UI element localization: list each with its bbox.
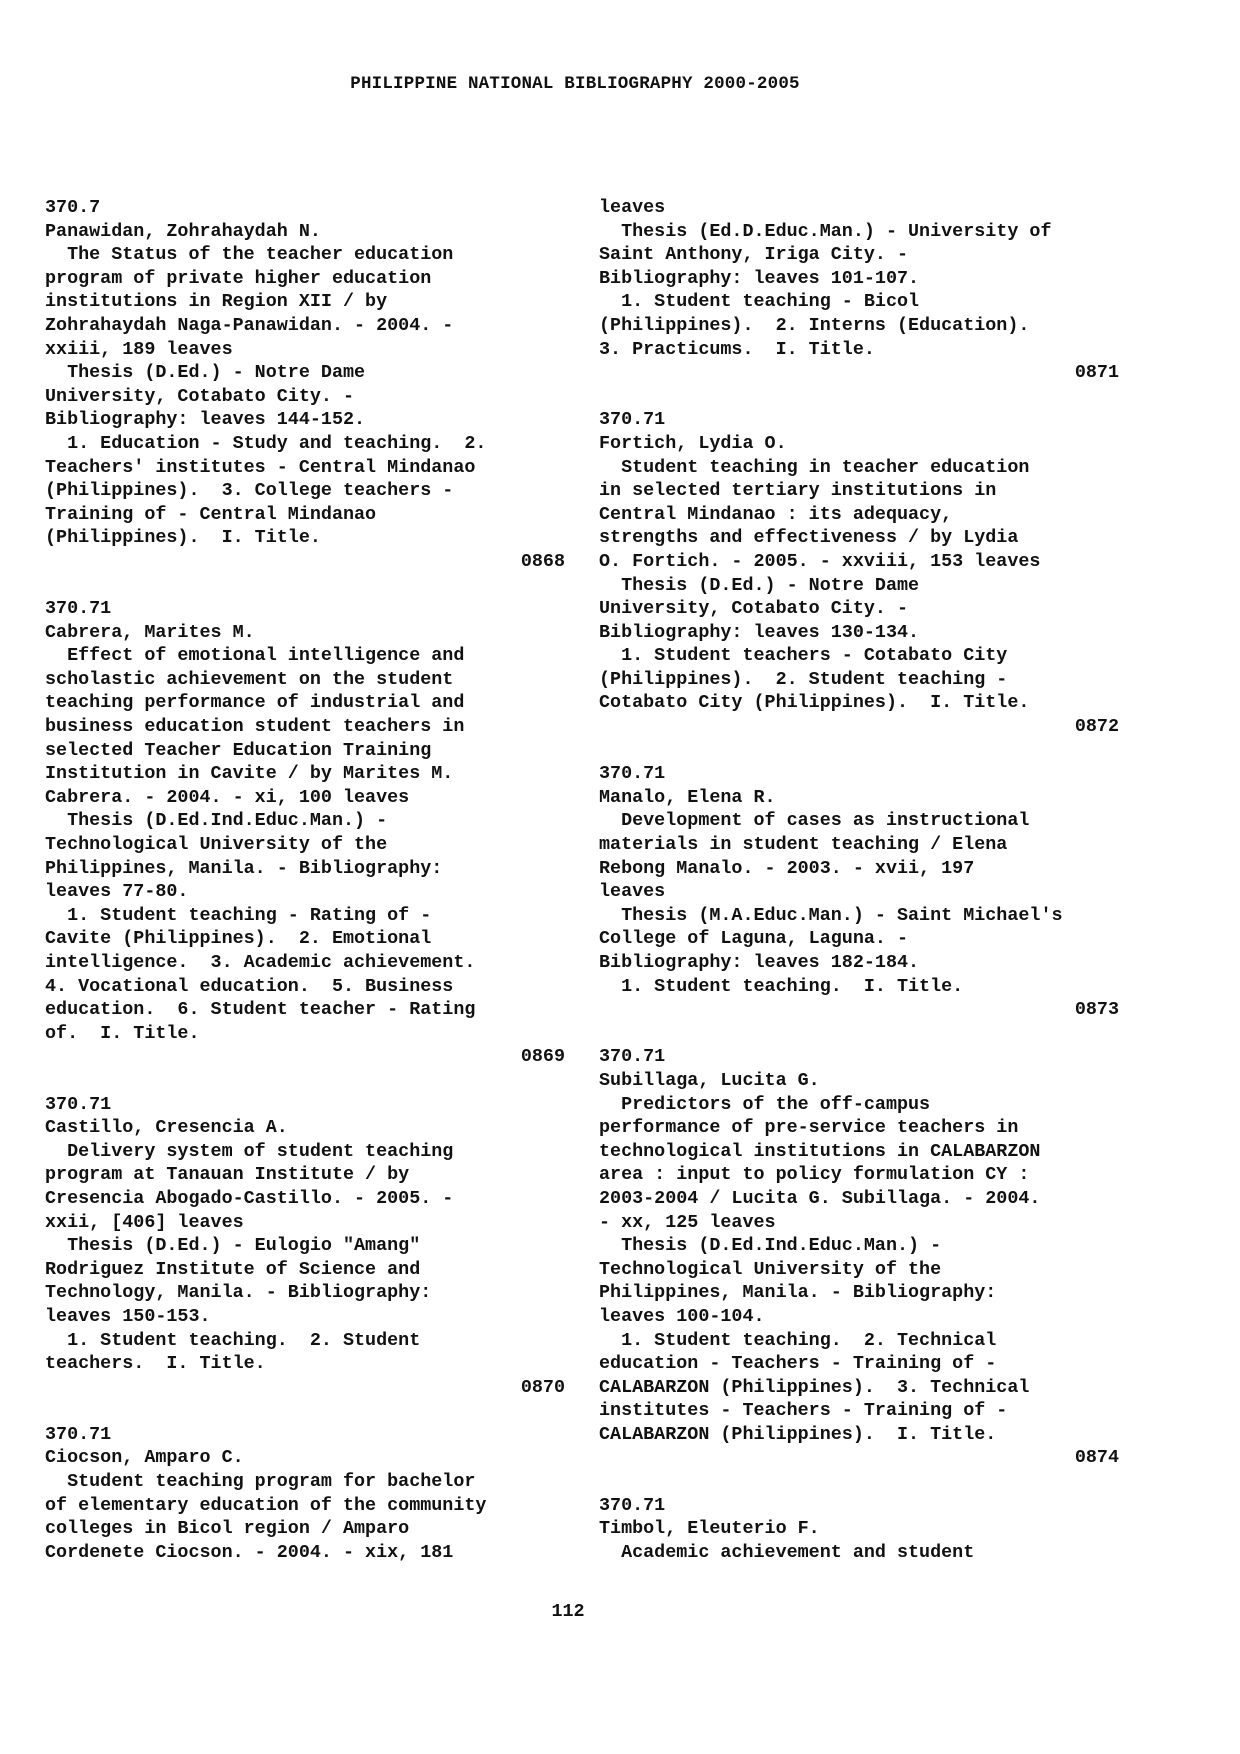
entry-line: intelligence. 3. Academic achievement.: [45, 952, 476, 973]
entry-line: 1. Student teachers - Cotabato City: [599, 645, 1008, 667]
entry-line: O. Fortich. - 2005. - xxviii, 153 leaves: [599, 550, 1041, 572]
entry-line: (Philippines). 2. Interns (Education).: [599, 314, 1030, 336]
entry-line: materials in student teaching / Elena: [599, 834, 1008, 856]
entry-line: University, Cotabato City. -: [599, 598, 909, 620]
entry-line: Saint Anthony, Iriga City. -: [599, 244, 909, 266]
entry-line: selected Teacher Education Training: [45, 739, 432, 761]
entry-line: education - Teachers - Training of -: [599, 1353, 997, 1375]
entry-author: Subillaga, Lucita G.: [599, 1069, 820, 1091]
entry-line: Zohrahaydah Naga-Panawidan. - 2004. -: [45, 314, 454, 336]
entry-line: Training of - Central Mindanao: [45, 503, 377, 525]
entry-number: 0874: [1074, 1447, 1119, 1469]
entry-line: leaves 100-104.: [599, 1305, 765, 1327]
entry-line: business education student teachers in: [45, 716, 465, 738]
entry-class-number: 370.71: [45, 1093, 112, 1115]
entry-line: Effect of emotional intelligence and: [45, 645, 465, 667]
entry-line: leaves 150-153.: [45, 1305, 211, 1327]
entry-number: 0868: [520, 550, 565, 572]
entry-spacer: [45, 1399, 565, 1423]
entry-line: CALABARZON (Philippines). 3. Technical: [599, 1376, 1030, 1398]
entry-author: Ciocson, Amparo C.: [45, 1447, 244, 1469]
left-column: [45, 196, 565, 1564]
entry-number: 0870: [520, 1376, 565, 1398]
entry-class-number: 370.71: [599, 1494, 666, 1516]
entry-class-number: 370.71: [599, 1046, 666, 1068]
entry-line: Bibliography: leaves 144-152.: [45, 409, 366, 431]
entry-line: Technological University of the: [45, 834, 388, 856]
entry-class-number: 370.7: [45, 197, 101, 218]
entry-line: performance of pre-service teachers in: [599, 1117, 1019, 1139]
entry-author: Cabrera, Marites M.: [45, 621, 255, 643]
entry-author: Castillo, Cresencia A.: [45, 1117, 288, 1139]
entry-line: University, Cotabato City. -: [45, 385, 355, 407]
entry-line: strengths and effectiveness / by Lydia: [599, 527, 1019, 549]
entry-line: Technological University of the: [599, 1258, 942, 1280]
entry-line: 3. Practicums. I. Title.: [599, 338, 875, 360]
entry-line: 1. Student teaching - Bicol: [599, 291, 920, 313]
entry-author: Fortich, Lydia O.: [599, 432, 787, 454]
entry-line: leaves 77-80.: [45, 881, 189, 903]
entry-line: Thesis (D.Ed.Ind.Educ.Man.) -: [599, 1235, 942, 1257]
entry-line: in selected tertiary institutions in: [599, 480, 997, 502]
entry-line: (Philippines). 3. College teachers -: [45, 480, 454, 502]
entry-line: Institution in Cavite / by Marites M.: [45, 763, 454, 785]
entry-line: leaves: [599, 197, 666, 218]
entry-line: Delivery system of student teaching: [45, 1140, 454, 1162]
entry-line: teachers. I. Title.: [45, 1353, 266, 1375]
entry-line: Student teaching program for bachelor: [45, 1471, 476, 1493]
entry-line: colleges in Bicol region / Amparo: [45, 1518, 410, 1540]
entry-class-number: 370.71: [599, 409, 666, 431]
entry-line: Thesis (D.Ed.) - Notre Dame: [45, 362, 366, 384]
entry-line: Cordenete Ciocson. - 2004. - xix, 181: [45, 1541, 454, 1563]
entry-line: of. I. Title.: [45, 1022, 200, 1044]
entry-spacer: [45, 1069, 565, 1093]
entry-number: 0871: [1074, 362, 1119, 384]
entry-number: 0872: [1074, 716, 1119, 738]
entry-line: Predictors of the off-campus: [599, 1093, 931, 1115]
entry-line: technological institutions in CALABARZON: [599, 1140, 1041, 1162]
entry-class-number: 370.71: [599, 763, 666, 785]
entry-author: Panawidan, Zohrahaydah N.: [45, 220, 321, 242]
entry-line: Cabrera. - 2004. - xi, 100 leaves: [45, 786, 410, 808]
entry-line: institutions in Region XII / by: [45, 291, 388, 313]
entry-spacer: [45, 574, 565, 598]
entry-spacer: [599, 1022, 1119, 1046]
entry-author: Timbol, Eleuterio F.: [599, 1518, 820, 1540]
entry-line: 1. Student teaching. I. Title.: [599, 975, 964, 997]
entry-line: Bibliography: leaves 182-184.: [599, 952, 920, 973]
page-number: 112: [551, 1601, 585, 1622]
entry-line: Rebong Manalo. - 2003. - xvii, 197: [599, 857, 975, 879]
entry-class-number: 370.71: [45, 598, 112, 620]
entry-line: xxii, [406] leaves: [45, 1211, 244, 1233]
entry-line: College of Laguna, Laguna. -: [599, 928, 909, 950]
entry-line: 1. Student teaching. 2. Technical: [599, 1329, 997, 1351]
entry-class-number: 370.71: [45, 1423, 112, 1445]
entry-line: of elementary education of the community: [45, 1494, 487, 1516]
entry-line: Cresencia Abogado-Castillo. - 2005. -: [45, 1187, 454, 1209]
entry-line: Thesis (D.Ed.Ind.Educ.Man.) -: [45, 810, 388, 832]
entry-author: Manalo, Elena R.: [599, 786, 776, 808]
entry-line: leaves: [599, 881, 666, 903]
entry-line: (Philippines). 2. Student teaching -: [599, 668, 1008, 690]
entry-line: - xx, 125 leaves: [599, 1211, 776, 1233]
entry-line: Cavite (Philippines). 2. Emotional: [45, 928, 432, 950]
entry-line: program of private higher education: [45, 267, 432, 289]
entry-line: Development of cases as instructional: [599, 810, 1030, 832]
right-column: [599, 196, 1119, 1564]
entry-line: Thesis (D.Ed.) - Notre Dame: [599, 574, 920, 596]
entry-line: Teachers' institutes - Central Mindanao: [45, 456, 476, 478]
entry-line: Student teaching in teacher education: [599, 456, 1030, 478]
running-head: PHILIPPINE NATIONAL BIBLIOGRAPHY 2000-2005: [350, 74, 800, 94]
entry-line: Philippines, Manila. - Bibliography:: [45, 857, 443, 879]
entry-line: Technology, Manila. - Bibliography:: [45, 1282, 432, 1304]
entry-line: (Philippines). I. Title.: [45, 527, 321, 549]
entry-line: Academic achievement and student: [599, 1541, 975, 1563]
entry-line: scholastic achievement on the student: [45, 668, 454, 690]
entry-line: Thesis (M.A.Educ.Man.) - Saint Michael's: [599, 904, 1063, 926]
entry-line: 1. Education - Study and teaching. 2.: [45, 432, 487, 454]
entry-line: Central Mindanao : its adequacy,: [599, 503, 953, 525]
entry-spacer: [599, 1470, 1119, 1494]
entry-line: institutes - Teachers - Training of -: [599, 1400, 1008, 1422]
entry-line: Thesis (Ed.D.Educ.Man.) - University of: [599, 220, 1052, 242]
entry-line: 2003-2004 / Lucita G. Subillaga. - 2004.: [599, 1187, 1041, 1209]
entry-number: 0869: [520, 1046, 565, 1068]
entry-line: xxiii, 189 leaves: [45, 338, 233, 360]
entry-line: program at Tanauan Institute / by: [45, 1164, 410, 1186]
entry-line: Cotabato City (Philippines). I. Title.: [599, 692, 1030, 714]
entry-line: Bibliography: leaves 130-134.: [599, 621, 920, 643]
entry-line: Thesis (D.Ed.) - Eulogio "Amang": [45, 1235, 421, 1257]
entry-line: Bibliography: leaves 101-107.: [599, 267, 920, 289]
entry-line: education. 6. Student teacher - Rating: [45, 999, 476, 1021]
entry-line: 4. Vocational education. 5. Business: [45, 975, 454, 997]
entry-line: 1. Student teaching. 2. Student: [45, 1329, 421, 1351]
entry-line: Philippines, Manila. - Bibliography:: [599, 1282, 997, 1304]
entry-line: 1. Student teaching - Rating of -: [45, 904, 432, 926]
entry-line: Rodriguez Institute of Science and: [45, 1258, 421, 1280]
entry-number: 0873: [1074, 999, 1119, 1021]
entry-line: CALABARZON (Philippines). I. Title.: [599, 1423, 997, 1445]
entry-line: area : input to policy formulation CY :: [599, 1164, 1030, 1186]
entry-spacer: [599, 739, 1119, 763]
entry-line: teaching performance of industrial and: [45, 692, 465, 714]
entry-spacer: [599, 385, 1119, 409]
entry-line: The Status of the teacher education: [45, 244, 454, 266]
